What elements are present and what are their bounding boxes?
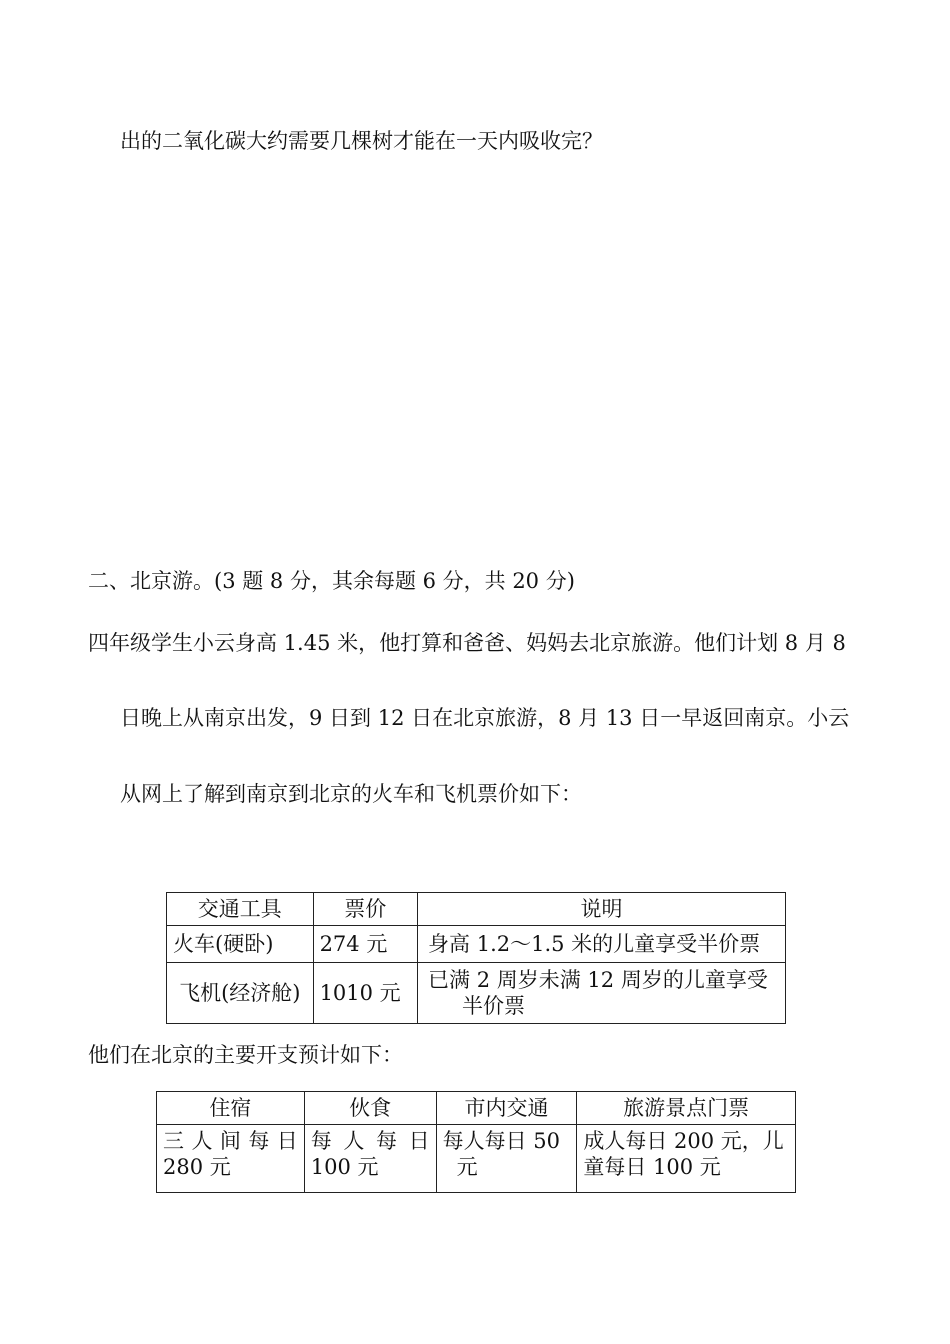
- header-lodging: 住宿: [157, 1092, 305, 1125]
- table-header-row: [157, 1092, 796, 1125]
- transport-price-table: [166, 892, 786, 1024]
- transport-mode: 火车(硬卧): [167, 926, 314, 963]
- lodging-line-1: 三人间每日: [163, 1129, 298, 1153]
- table-row: [167, 926, 786, 963]
- tickets-line-1: 成人每日 200 元，儿: [583, 1129, 784, 1153]
- transit-line-2: 元: [456, 1155, 478, 1179]
- tickets-line-2: 童每日 100 元: [583, 1155, 721, 1179]
- section-title: 二、北京游。(3 题 8 分，其余每题 6 分，共 20 分): [88, 569, 575, 593]
- food-line-1: 每人每日: [310, 1129, 430, 1153]
- header-transit: 市内交通: [436, 1092, 577, 1125]
- transit-line-1: 每人每日 50: [442, 1129, 560, 1153]
- transport-price: 274 元: [313, 926, 417, 963]
- header-tickets: 旅游景点门票: [577, 1092, 796, 1125]
- header-transport: 交通工具: [167, 893, 314, 926]
- transport-note-line-2: 半价票: [462, 994, 526, 1018]
- food-line-2: 100 元: [310, 1155, 379, 1179]
- header-note: 说明: [418, 893, 786, 926]
- intro-line-1: 四年级学生小云身高 1.45 米，他打算和爸爸、妈妈去北京旅游。他们计划 8 月 8: [88, 631, 846, 655]
- food-cell: [304, 1125, 436, 1193]
- transport-note: 身高 1.2～1.5 米的儿童享受半价票: [418, 926, 786, 963]
- lodging-cell: [157, 1125, 305, 1193]
- header-price: 票价: [313, 893, 417, 926]
- tickets-cell: [577, 1125, 796, 1193]
- intro-line-3: 从网上了解到南京到北京的火车和飞机票价如下：: [120, 782, 582, 806]
- header-food: 伙食: [304, 1092, 436, 1125]
- transport-price: 1010 元: [313, 963, 417, 1024]
- expense-intro: 他们在北京的主要开支预计如下：: [88, 1043, 403, 1067]
- table-row: [157, 1125, 796, 1193]
- table-header-row: [167, 893, 786, 926]
- transport-note: [418, 963, 786, 1024]
- lodging-line-2: 280 元: [163, 1155, 231, 1179]
- intro-line-2: 日晚上从南京出发，9 日到 12 日在北京旅游，8 月 13 日一早返回南京。小云: [120, 706, 850, 730]
- transit-cell: [436, 1125, 577, 1193]
- expense-table: [156, 1091, 796, 1193]
- table-row: [167, 963, 786, 1024]
- transport-mode: 飞机(经济舱): [167, 963, 314, 1024]
- transport-note-line-1: 已满 2 周岁未满 12 周岁的儿童享受: [428, 968, 768, 992]
- question-tail: 出的二氧化碳大约需要几棵树才能在一天内吸收完？: [120, 129, 603, 153]
